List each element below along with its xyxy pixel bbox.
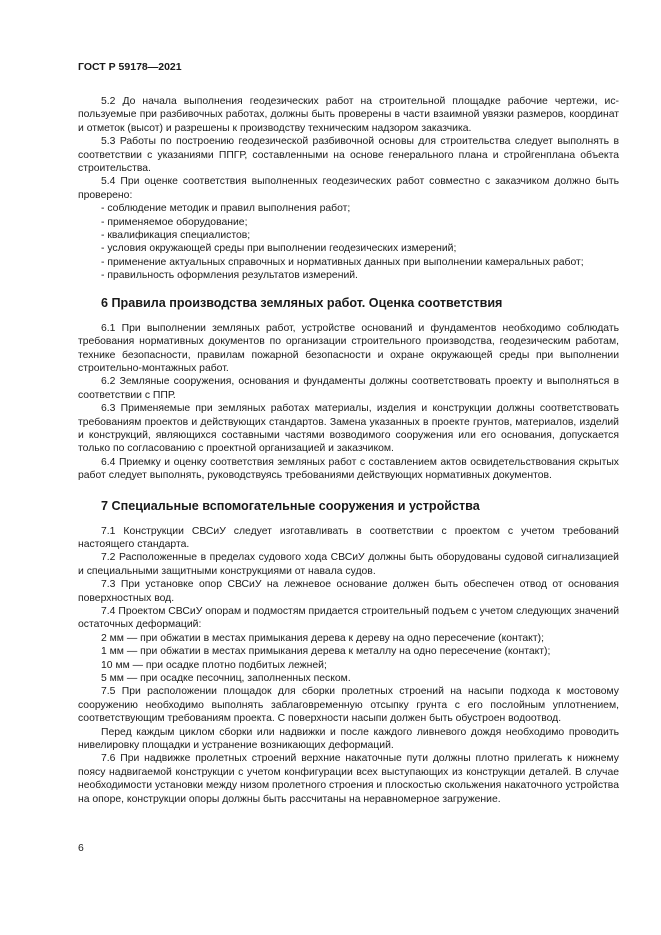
paragraph-5-2: 5.2 До начала выполнения геодезических работ на строительной площадке рабочие чертежи, используемые при разбивочных работах, должны быть проверены в части взаимной увязки размеров, координат и отметок (высот) и разрешены к производству техническим надзором заказчика. (78, 96, 619, 134)
deformation-value: 5 мм — при осадке песочниц, заполненных песком. (101, 673, 351, 685)
list-item: - условия окружающей среды при выполнении геодезических измерений; (101, 243, 457, 255)
page-number: 6 (78, 843, 84, 854)
deformation-value: 2 мм — при обжатии в местах примыкания дерева к дереву на одно пересечение (контакт); (101, 632, 544, 644)
paragraph-7-3: 7.3 При установке опор СВСиУ на лежневое основание должен быть обеспечен отвод от основания поверхностных вод. (78, 579, 619, 604)
section-7-body (78, 525, 619, 807)
paragraph-6-2: 6.2 Земляные сооружения, основания и фундаменты должны соответствовать проекту и выполняться в соответствии с ППР. (78, 376, 619, 401)
paragraph-5-4: 5.4 При оценке соответствия выполненных геодезических работ совместно с заказчиком должно быть проверено: (78, 176, 619, 201)
section-6-title: 6 Правила производства земляных работ. Оценка соответствия (101, 295, 503, 310)
paragraph-7-6: 7.6 При надвижке пролетных строений верхние накаточные пути должны плотно прилегать к нижнему поясу надвигаемой конструкции с учетом конфигурации всех выступающих из конструкции деталей. В случае необходимости установки между низом пролетного строения и плоскостью скольжения накаточного устройства на опоре, конструкции опоры должны быть рассчитаны на неравномерное загружение. (78, 753, 619, 805)
section-6-body (78, 322, 619, 483)
paragraph-6-1: 6.1 При выполнении земляных работ, устройстве оснований и фундаментов необходимо соблюдать требования нормативных документов по организации строительного производства, геодезическим работам, технике безопасности, правилам пожарной безопасности и охране окружающей среды при выполнении строительно-монтажных работ. (78, 322, 619, 374)
deformation-value: 1 мм — при обжатии в местах примыкания дерева к металлу на одно пересечение (контакт); (101, 646, 551, 658)
block-5 (78, 95, 619, 283)
standard-header: ГОСТ Р 59178—2021 (78, 61, 182, 73)
deformation-value: 10 мм — при осадке плотно подбитых лежней; (101, 659, 327, 671)
paragraph-7-2: 7.2 Расположенные в пределах судового хода СВСиУ должны быть оборудованы судовой сигнализацией и специальными защитными конструкциями от навала судов. (78, 552, 619, 577)
section-7-title: 7 Специальные вспомогательные сооружения и устройства (101, 498, 480, 513)
paragraph-7-1: 7.1 Конструкции СВСиУ следует изготавливать в соответствии с проектом с учетом требований настоящего стандарта. (78, 525, 619, 550)
paragraph-7-4: 7.4 Проектом СВСиУ опорам и подмостям придается строительный подъем с учетом следующих значений остаточных деформаций: (78, 606, 619, 631)
paragraph-7-5-cont: Перед каждым циклом сборки или надвижки и после каждого ливневого дождя необходимо проводить нивелировку площадки и устранение возникающих деформаций. (78, 726, 619, 752)
list-item: - соблюдение методик и правил выполнения работ; (101, 203, 351, 215)
paragraph-6-3: 6.3 Применяемые при земляных работах материалы, изделия и конструкции должны соответствовать требованиям проектов и действующих стандартов. Замена указанных в проекте грунтов, материалов, изделий и конструкций, являющихся составными частями возводимого сооружения или его основания, допускается только по согласованию с проектной организацией и заказчиком. (78, 403, 619, 455)
paragraph-5-3: 5.3 Работы по построению геодезической разбивочной основы для строительства следует выполнять в соответствии с указаниями ППГР, составленными на основе генерального плана и стройгенплана объекта строительства. (78, 136, 619, 175)
list-item: - применяемое оборудование; (101, 216, 248, 228)
paragraph-7-5: 7.5 При расположении площадок для сборки пролетных строений на насыпи подхода к мостовому сооружению необходимо выполнять заблаговременную отсыпку грунта с его послойным уплотнением, соответствующим требованиям проекта. С поверхности насыпи должен быть обустроен водоотвод. (78, 686, 619, 725)
list-item: - правильность оформления результатов измерений. (101, 270, 358, 282)
paragraph-6-4: 6.4 Приемку и оценку соответствия земляных работ с составлением актов освидетельствования скрытых работ следует выполнять, руководствуясь требованиями действующих нормативных документов. (78, 456, 619, 482)
check-list (78, 202, 619, 282)
list-item: - применение актуальных справочных и нормативных данных при выполнении камеральных работ; (101, 256, 584, 268)
list-item: - квалификация специалистов; (101, 230, 251, 242)
